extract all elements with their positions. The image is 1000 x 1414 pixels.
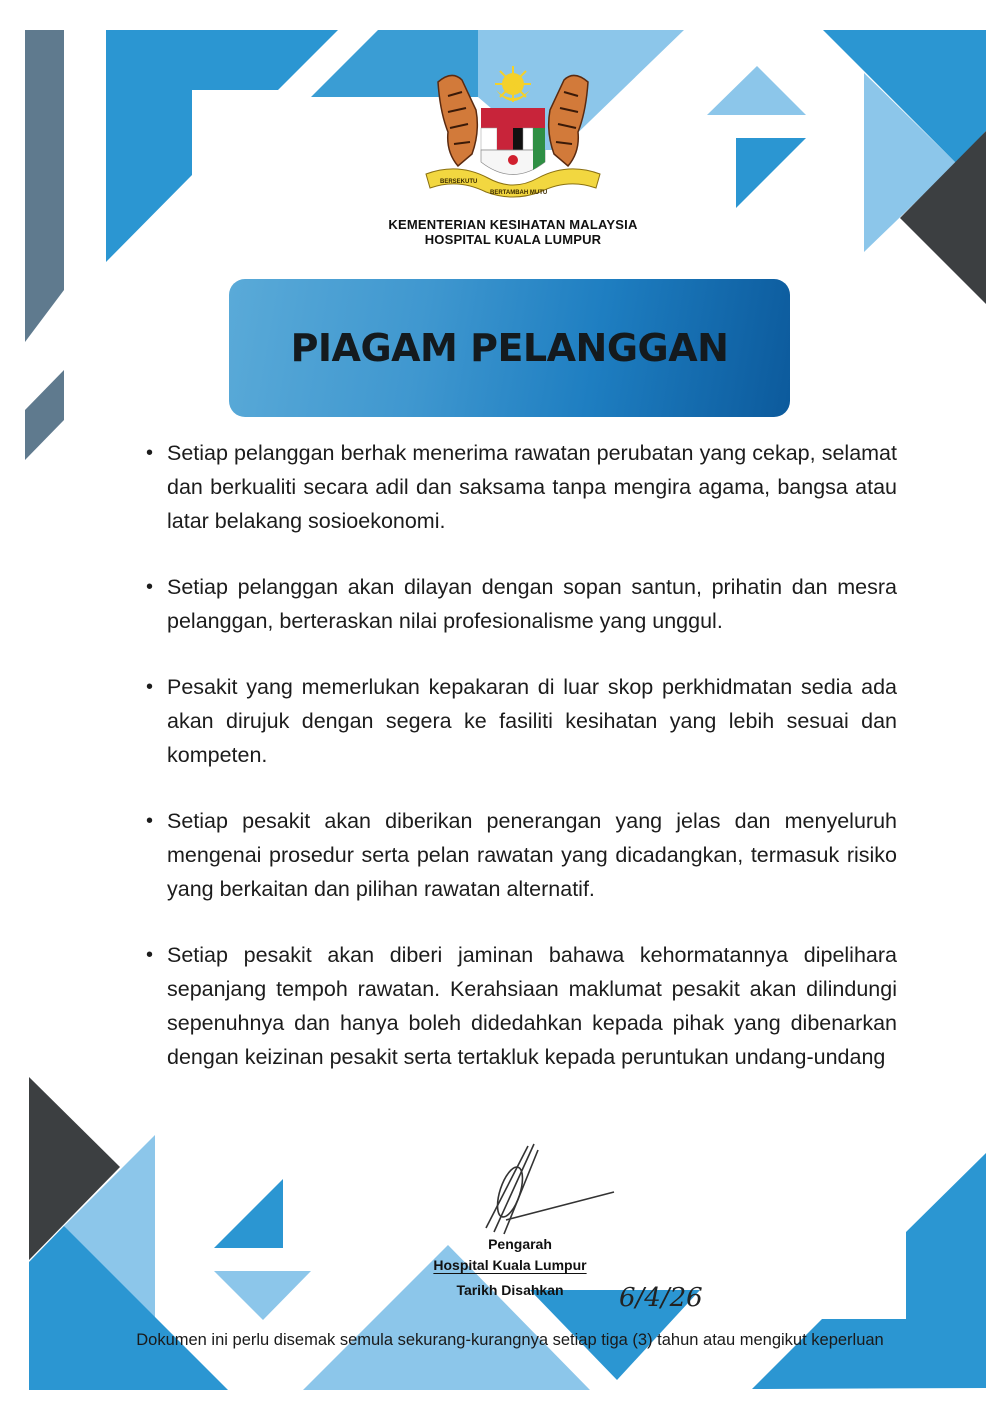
bullet-icon: • [146,442,154,464]
charter-item [145,804,897,906]
charter-item-text: Setiap pelanggan berhak menerima rawatan perubatan yang cekap, selamat dan berkualiti secara adil dan saksama tanpa mengira agama, bangsa atau latar belakang sosioekonomi. [167,441,897,533]
hospital-name: HOSPITAL KUALA LUMPUR [424,232,602,247]
charter-item-text: Setiap pelanggan akan dilayan dengan sopan santun, prihatin dan mesra pelanggan, berteraskan nilai profesionalisme yang unggul. [167,575,897,633]
bullet-icon: • [146,944,154,966]
review-notice: Dokumen ini perlu disemak semula sekurang-kurangnya setiap tiga (3) tahun atau mengikut keperluan [136,1331,884,1349]
charter-item [145,670,897,772]
signoff-block [380,1234,640,1302]
signoff-role: Pengarah [488,1236,552,1252]
title-banner [229,279,790,417]
bullet-icon: • [146,676,154,698]
director-signature [476,1140,616,1240]
charter-item-text: Pesakit yang memerlukan kepakaran di luar skop perkhidmatan sedia ada akan dirujuk dengan segera ke fasiliti kesihatan yang lebih sesuai dan kompeten. [167,675,897,767]
crest-ribbon-bottom-text: BERTAMBAH MUTU [490,190,548,196]
ministry-name: KEMENTERIAN KESIHATAN MALAYSIA [388,217,638,232]
signoff-place: Hospital Kuala Lumpur [433,1257,587,1273]
malaysia-coat-of-arms-crest [418,62,608,202]
charter-item [145,938,897,1074]
charter-item [145,570,897,638]
charter-item-text: Setiap pesakit akan diberi jaminan bahawa kehormatannya dipelihara sepanjang tempoh rawatan. Kerahsiaan maklumat pesakit akan dilindungi sepenuhnya dan hanya boleh didedahkan kepada pihak yang dibenarkan dengan keizinan pesakit serta tertakluk kepada peruntukan undang-undang [167,943,897,1069]
signoff-date-label: Tarikh Disahkan [456,1282,564,1298]
svg-text:6/4/26: 6/4/26 [619,1283,703,1313]
charter-item [145,436,897,538]
charter-list [145,436,897,1106]
page-title: PIAGAM PELANGGAN [290,326,729,370]
bullet-icon: • [146,810,154,832]
handwritten-date [617,1276,717,1316]
crest-ribbon-left-text: BERSEKUTU [440,179,478,185]
bullet-icon: • [146,576,154,598]
charter-item-text: Setiap pesakit akan diberikan penerangan yang jelas dan menyeluruh mengenai prosedur serta pelan rawatan yang dicadangkan, termasuk risiko yang berkaitan dan pilihan rawatan alternatif. [167,809,897,901]
